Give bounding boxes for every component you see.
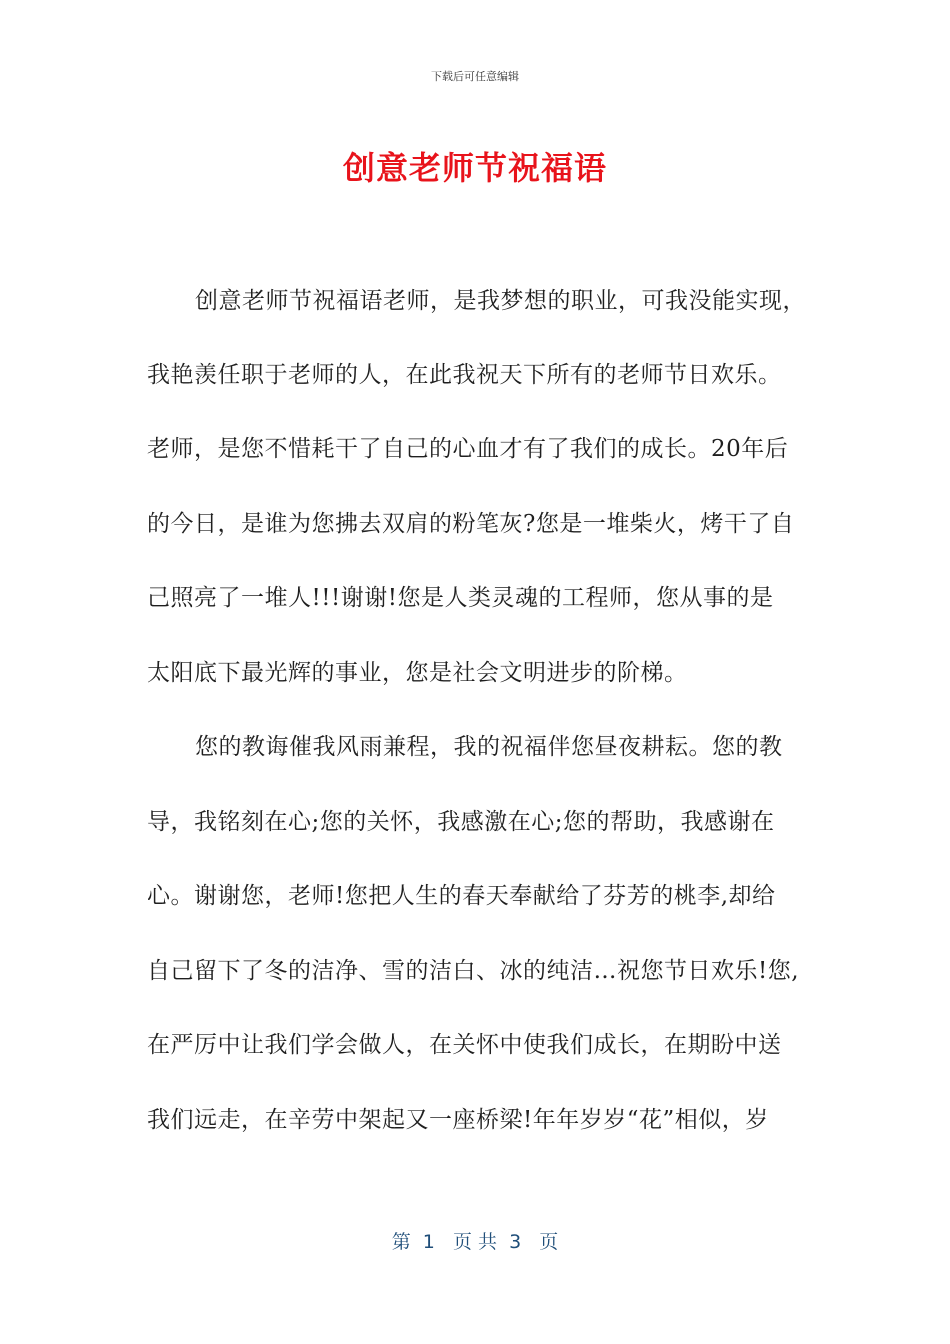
paragraph-1-line-4: 的今日，是谁为您拂去双肩的粉笔灰?您是一堆柴火，烤干了自 (147, 511, 795, 537)
header-note: 下载后可任意编辑 (431, 70, 519, 83)
page-footer: 第 1 页 共 3 页 (391, 1231, 559, 1253)
paragraph-2-line-4: 自己留下了冬的洁净、雪的洁白、冰的纯洁…祝您节日欢乐!您, (147, 958, 800, 984)
document-title: 创意老师节祝福语 (342, 149, 607, 187)
paragraph-1-line-3: 老师，是您不惜耗干了自己的心血才有了我们的成长。20年后 (147, 436, 789, 462)
paragraph-1-line-1: 创意老师节祝福语老师，是我梦想的职业，可我没能实现， (195, 288, 806, 314)
paragraph-1-line-5: 己照亮了一堆人!!!谢谢!您是人类灵魂的工程师，您从事的是 (147, 585, 774, 611)
paragraph-2-line-1: 您的教诲催我风雨兼程，我的祝福伴您昼夜耕耘。您的教 (195, 734, 783, 760)
paragraph-2-line-6: 我们远走，在辛劳中架起又一座桥梁!年年岁岁“花”相似，岁 (147, 1107, 769, 1133)
paragraph-2-line-5: 在严厉中让我们学会做人，在关怀中使我们成长，在期盼中送 (147, 1032, 782, 1058)
paragraph-1-line-6: 太阳底下最光辉的事业，您是社会文明进步的阶梯。 (147, 660, 688, 686)
paragraph-2-line-2: 导，我铭刻在心;您的关怀，我感激在心;您的帮助，我感谢在 (147, 809, 775, 835)
paragraph-2-line-3: 心。谢谢您，老师!您把人生的春天奉献给了芬芳的桃李,却给 (147, 883, 776, 909)
paragraph-1-line-2: 我艳羡任职于老师的人，在此我祝天下所有的老师节日欢乐。 (147, 362, 782, 388)
